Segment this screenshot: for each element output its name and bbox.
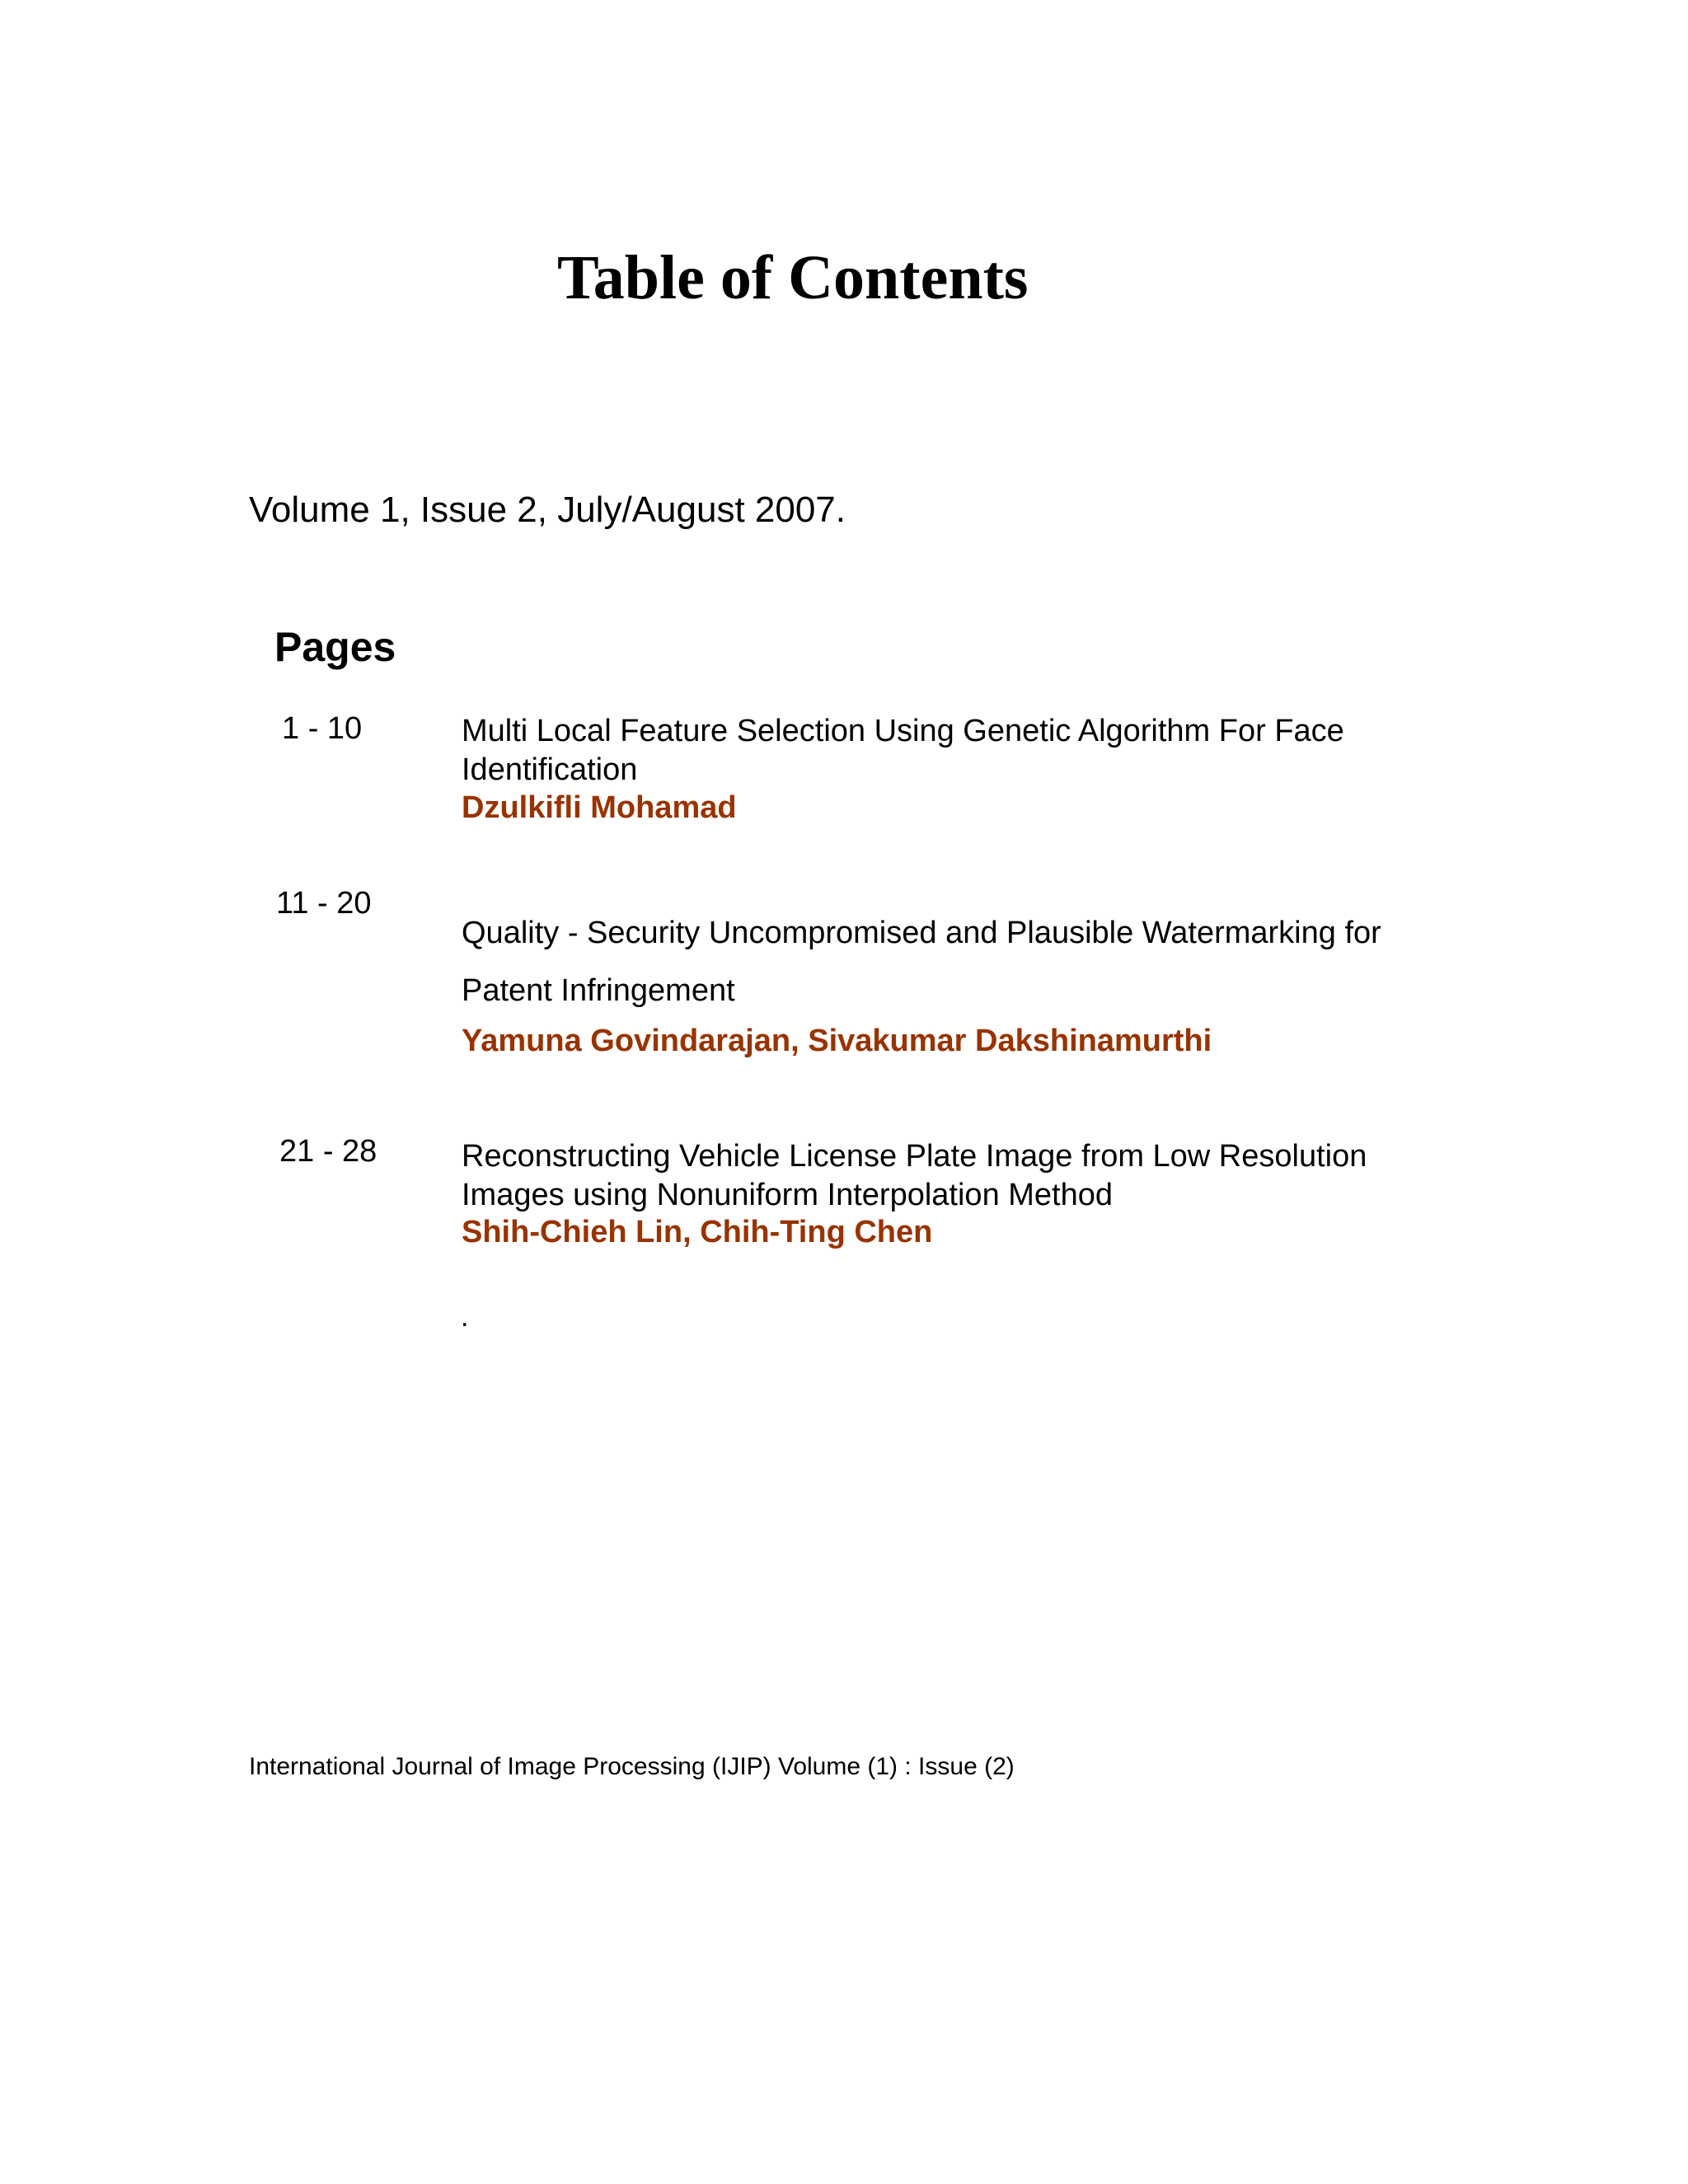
entry-page-range: 21 - 28 (279, 1134, 377, 1169)
pages-heading: Pages (274, 624, 396, 670)
trailing-period: . (461, 1301, 469, 1333)
entry-page-range: 1 - 10 (282, 711, 363, 746)
entry-authors: Dzulkifli Mohamad (462, 790, 737, 825)
entry-page-range: 11 - 20 (276, 886, 372, 921)
entry-authors: Shih-Chieh Lin, Chih-Ting Chen (462, 1215, 933, 1249)
entry-title: Quality - Security Uncompromised and Plausible Watermarking for Patent Infringement (462, 916, 1381, 1008)
entry-title: Reconstructing Vehicle License Plate Image from Low Resolution Images using Nonuniform Interpolation Method (462, 1139, 1367, 1212)
entry-title: Multi Local Feature Selection Using Genetic Algorithm For Face Identification (462, 714, 1344, 787)
volume-issue-line: Volume 1, Issue 2, July/August 2007. (249, 490, 846, 530)
journal-footer: International Journal of Image Processing (IJIP) Volume (1) : Issue (2) (249, 1753, 1015, 1780)
entry-authors: Yamuna Govindarajan, Sivakumar Dakshinamurthi (462, 1024, 1212, 1058)
page-title: Table of Contents (557, 243, 1029, 312)
